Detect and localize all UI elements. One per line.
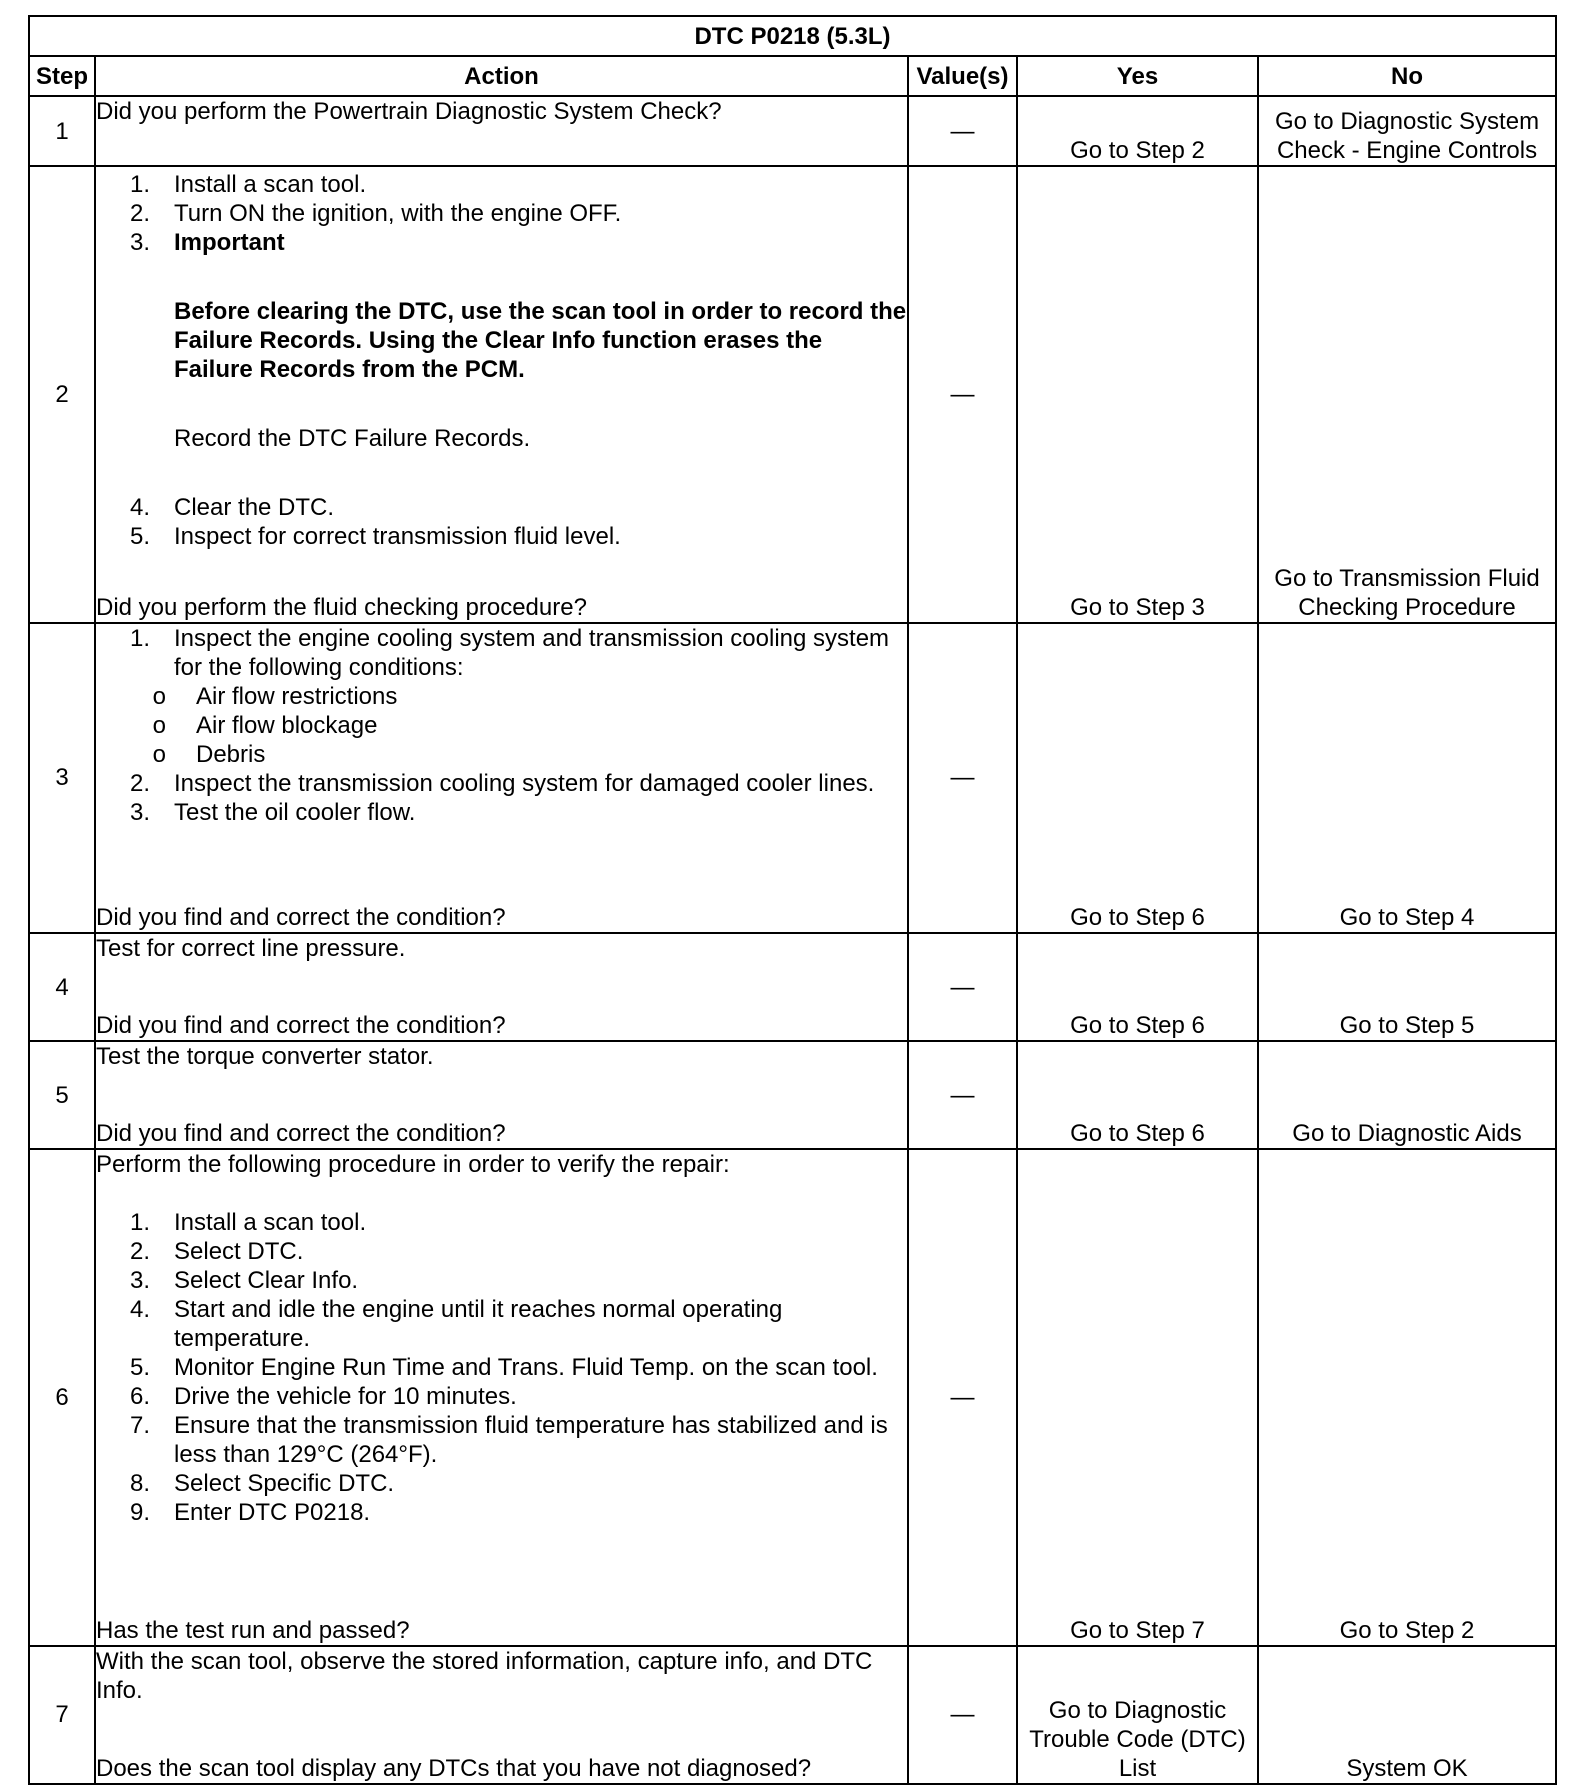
action-instruction: Test for correct line pressure.: [96, 935, 406, 962]
value-cell: —: [908, 1149, 1017, 1646]
action-cell: [95, 96, 908, 166]
header-values: Value(s): [908, 56, 1017, 96]
header-yes: Yes: [1017, 56, 1258, 96]
list-item: 1. Inspect the engine cooling system and transmission cooling system for the following conditions: o Air flow restrictions o Air flow blockage o Debris: [96, 624, 907, 769]
action-question: Did you find and correct the condition?: [96, 1120, 506, 1148]
action-question: Did you find and correct the condition?: [96, 1012, 506, 1040]
step-number: 6: [29, 1149, 95, 1646]
action-question: Did you perform the Powertrain Diagnostic System Check?: [96, 98, 722, 126]
no-cell: Go to Diagnostic System Check - Engine Controls: [1258, 96, 1556, 166]
list-item: 3. Select Clear Info.: [129, 1267, 359, 1295]
step-number: 1: [29, 96, 95, 166]
no-cell: Go to Step 4: [1258, 623, 1556, 933]
table-row: [29, 1149, 1556, 1646]
yes-cell: Go to Step 6: [1017, 623, 1258, 933]
yes-cell: Go to Step 6: [1017, 933, 1258, 1041]
action-cell: [95, 623, 908, 933]
no-cell: Go to Transmission Fluid Checking Procedure: [1258, 166, 1556, 623]
value-cell: —: [908, 1041, 1017, 1149]
procedure-list: [96, 167, 907, 551]
table-row: [29, 623, 1556, 933]
action-instruction: With the scan tool, observe the stored information, capture info, and DTC Info.: [96, 1647, 873, 1704]
list-item: o Air flow restrictions: [152, 682, 398, 710]
list-item: 2. Turn ON the ignition, with the engine OFF.: [129, 200, 622, 228]
value-cell: —: [908, 623, 1017, 933]
list-item: 5. Monitor Engine Run Time and Trans. Fluid Temp. on the scan tool.: [129, 1354, 878, 1382]
action-cell: [95, 1041, 908, 1149]
no-cell: Go to Step 2: [1258, 1149, 1556, 1646]
title-row: [29, 16, 1556, 56]
no-cell: Go to Diagnostic Aids: [1258, 1041, 1556, 1149]
yes-cell: Go to Step 7: [1017, 1149, 1258, 1646]
action-instruction: Test the torque converter stator.: [96, 1043, 434, 1071]
table-row: [29, 166, 1556, 623]
list-item: o Air flow blockage: [152, 711, 378, 739]
list-item: 1. Install a scan tool.: [129, 1209, 367, 1237]
list-item: 9. Enter DTC P0218.: [129, 1499, 371, 1527]
diagnostic-table: [28, 15, 1557, 1785]
header-row: [29, 56, 1556, 96]
list-item: 7. Ensure that the transmission fluid temperature has stabilized and is less than 129°C (264°F).: [129, 1412, 888, 1469]
action-cell: [95, 166, 908, 623]
action-cell: [95, 1646, 908, 1784]
step-number: 3: [29, 623, 95, 933]
table-row: [29, 1646, 1556, 1784]
yes-cell: Go to Step 2: [1017, 96, 1258, 166]
list-item: 1. Install a scan tool.: [129, 171, 367, 199]
procedure-list: [96, 624, 907, 827]
no-cell: Go to Step 5: [1258, 933, 1556, 1041]
step-number: 2: [29, 166, 95, 623]
procedure-list: [96, 1208, 907, 1527]
list-item: 2. Select DTC.: [129, 1238, 304, 1266]
list-item: 5. Inspect for correct transmission fluid level.: [129, 523, 621, 551]
action-question: Did you find and correct the condition?: [96, 904, 506, 931]
value-cell: —: [908, 933, 1017, 1041]
record-instruction: Record the DTC Failure Records.: [174, 425, 531, 453]
table-row: [29, 933, 1556, 1041]
table-row: [29, 96, 1556, 166]
table-title: DTC P0218 (5.3L): [29, 16, 1556, 56]
list-item: 2. Inspect the transmission cooling system for damaged cooler lines.: [129, 769, 875, 797]
value-cell: —: [908, 1646, 1017, 1784]
step-number: 7: [29, 1646, 95, 1784]
value-cell: —: [908, 96, 1017, 166]
action-question: Has the test run and passed?: [96, 1616, 410, 1644]
list-item: o Debris: [152, 740, 266, 768]
step-number: 4: [29, 933, 95, 1041]
value-cell: —: [908, 166, 1017, 623]
action-question: Did you perform the fluid checking procedure?: [96, 593, 587, 621]
list-item: 4. Clear the DTC.: [129, 494, 335, 522]
header-action: Action: [95, 56, 908, 96]
action-question: Does the scan tool display any DTCs that you have not diagnosed?: [96, 1755, 812, 1782]
action-instruction: Perform the following procedure in order to verify the repair:: [96, 1151, 730, 1179]
important-label: Important: [174, 229, 285, 257]
yes-cell: Go to Step 3: [1017, 166, 1258, 623]
list-item: 4. Start and idle the engine until it reaches normal operating temperature.: [129, 1296, 783, 1353]
yes-cell: Go to Step 6: [1017, 1041, 1258, 1149]
header-step: Step: [29, 56, 95, 96]
table-row: [29, 1041, 1556, 1149]
action-cell: [95, 933, 908, 1041]
condition-list: [96, 682, 907, 769]
list-item: 3. Test the oil cooler flow.: [129, 798, 416, 826]
action-cell: [95, 1149, 908, 1646]
important-note: Before clearing the DTC, use the scan tool in order to record the Failure Records. Using the Clear Info function erases the Failure Records from the PCM.: [174, 298, 907, 384]
list-item: 6. Drive the vehicle for 10 minutes.: [129, 1383, 517, 1411]
yes-cell: Go to Diagnostic Trouble Code (DTC) List: [1017, 1646, 1258, 1784]
step-number: 5: [29, 1041, 95, 1149]
list-item: 3. Important Before clearing the DTC, use the scan tool in order to record the Failure Records. Using the Clear Info function erases the Failure Records from the PCM. Record the DTC Failure Records.: [129, 229, 907, 453]
header-no: No: [1258, 56, 1556, 96]
list-item: 8. Select Specific DTC.: [129, 1470, 395, 1498]
no-cell: System OK: [1258, 1646, 1556, 1784]
